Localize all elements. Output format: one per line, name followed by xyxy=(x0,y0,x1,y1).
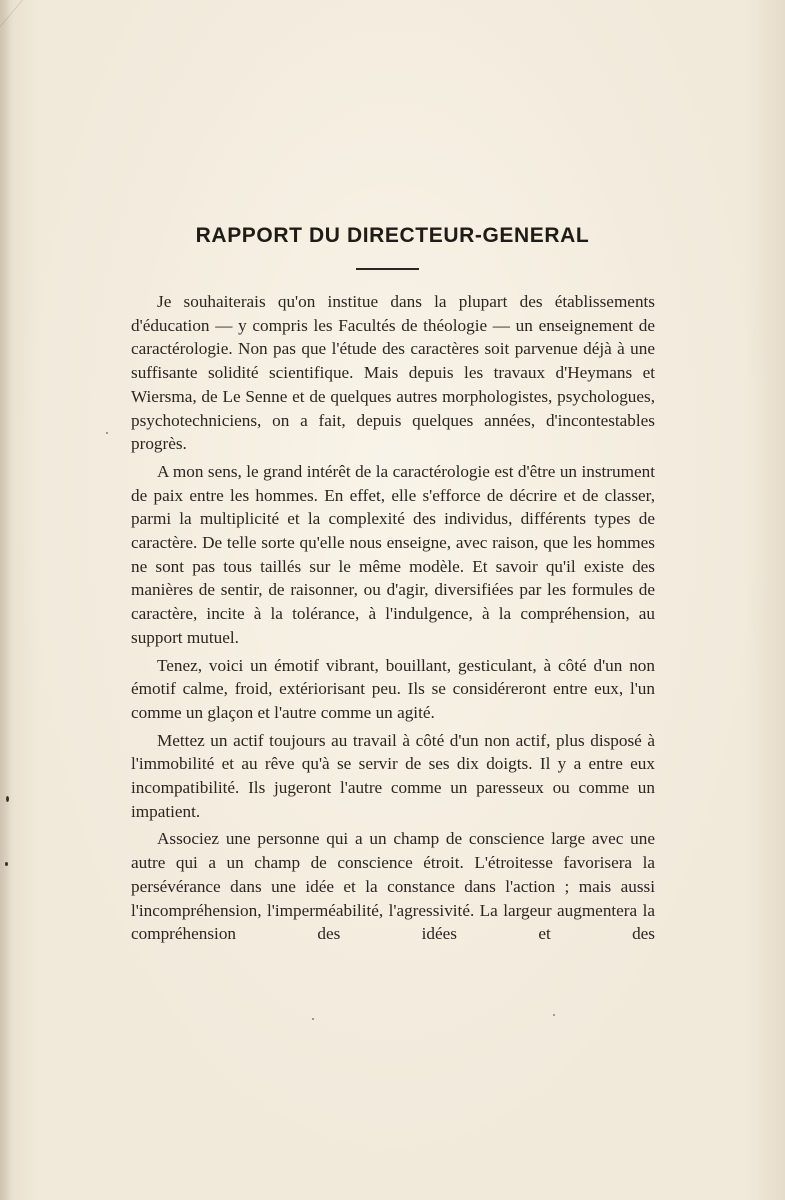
paper-speck xyxy=(553,1014,555,1016)
page-spine-shadow xyxy=(0,0,10,1200)
page-title: RAPPORT DU DIRECTEUR-GENERAL xyxy=(195,224,590,247)
paragraph: Associez une personne qui a un champ de conscience large avec une autre qui a un champ de conscience étroit. L'étroitesse favorisera la persévérance dans une idée et la constance dans l'action ; mais aussi l'incompréhension, l'imperméabilité, l'agressivité. La largeur augmentera la compréhension des idées et des xyxy=(131,829,655,944)
paragraph: Je souhaiterais qu'on institue dans la plupart des établissements d'éducation — y compris les Facultés de théologie — un enseignement de caractérologie. Non pas que l'étude des caractères soit parvenue déjà à une suffisante solidité scientifique. Mais depuis les travaux d'Heymans et Wiersma, de Le Senne et de quelques autres morphologistes, psychologues, psychotechniciens, on a fait, depuis quelques années, d'incontestables progrès. xyxy=(131,292,655,454)
report-body xyxy=(131,290,655,950)
paragraph: Tenez, voici un émotif vibrant, bouillant, gesticulant, à côté d'un non émotif calme, froid, extériorisant peu. Ils se considéreront entre eux, l'un comme un glaçon et l'autre comme un agité. xyxy=(131,655,655,722)
paragraph: A mon sens, le grand intérêt de la caractérologie est d'être un instrument de paix entre les hommes. En effet, elle s'efforce de décrire et de classer, parmi la multiplicité et la complexité des individus, différents types de caractère. De telle sorte qu'elle nous enseigne, avec raison, que les hommes ne sont pas tous taillés sur le même modèle. Et savoir qu'il existe des manières de sentir, de raisonner, ou d'agir, diversifiées par les formules de caractère, incite à la tolérance, à l'indulgence, à la compréhension, au support mutuel. xyxy=(131,461,655,647)
title-underline xyxy=(356,268,419,270)
paper-speck xyxy=(312,1018,314,1020)
paper-speck xyxy=(106,432,108,434)
paper-speck xyxy=(5,862,8,866)
paper-speck xyxy=(6,796,9,802)
paragraph: Mettez un actif toujours au travail à côté d'un non actif, plus disposé à l'immobilité et au rêve qu'à se servir de ses dix doigts. Il y a entre eux incompatibilité. Ils jugeront l'autre comme un paresseux ou comme un impatient. xyxy=(131,730,655,821)
page-corner-crease xyxy=(0,0,83,70)
